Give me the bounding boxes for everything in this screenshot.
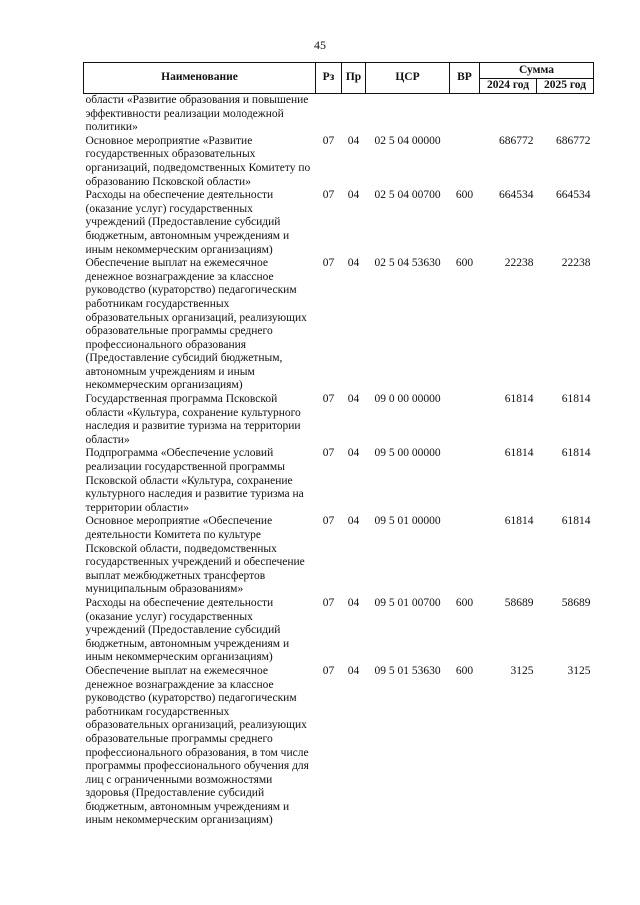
cell-sum-2024 (480, 94, 537, 135)
cell-pr: 04 (347, 393, 360, 406)
table-body (84, 94, 594, 829)
cell-sum-2024: 61814 (504, 515, 534, 528)
cell-csr: 02 5 04 53630 (374, 257, 441, 270)
cell-csr: 09 5 01 00700 (374, 596, 441, 609)
cell-name: Расходы на обеспечение деятельности (оказание услуг) государственных учреждений (Предоставление субсидий бюджетным, автономным учреждениям и иным некоммерческим организациям) (85, 596, 290, 664)
table-row (84, 515, 594, 597)
table-row (84, 447, 594, 515)
cell-sum-2025: 22238 (561, 257, 591, 270)
header-name: Наименование (84, 63, 316, 94)
cell-csr: 09 5 01 00000 (374, 515, 441, 528)
cell-csr: 02 5 04 00000 (374, 134, 441, 147)
header-sum: Сумма (480, 63, 594, 79)
cell-pr: 04 (347, 515, 360, 528)
cell-vr: 600 (455, 596, 474, 609)
table-row (84, 393, 594, 447)
cell-csr: 09 0 00 00000 (374, 393, 441, 406)
cell-vr (450, 135, 480, 189)
cell-rz: 07 (322, 596, 335, 609)
cell-pr: 04 (347, 664, 360, 677)
cell-name: области «Развитие образования и повышение эффективности реализации молодежной политики» (85, 94, 309, 134)
cell-sum-2025: 686772 (556, 134, 591, 147)
cell-vr: 600 (455, 664, 474, 677)
header-pr: Пр (342, 63, 366, 94)
header-year-2025: 2025 год (537, 79, 594, 94)
cell-sum-2024: 61814 (504, 447, 534, 460)
cell-sum-2024: 58689 (504, 596, 534, 609)
header-vr: ВР (450, 63, 480, 94)
cell-vr (450, 447, 480, 515)
cell-sum-2024: 686772 (499, 134, 534, 147)
cell-csr: 02 5 04 00700 (374, 189, 441, 202)
table-row (84, 257, 594, 393)
cell-sum-2024: 664534 (499, 189, 534, 202)
cell-rz: 07 (322, 664, 335, 677)
cell-pr: 04 (347, 447, 360, 460)
cell-name: Государственная программа Псковской области «Культура, сохранение культурного наследия и развитие туризма на территории области» (85, 393, 301, 446)
cell-vr: 600 (455, 189, 474, 202)
cell-csr: 09 5 00 00000 (374, 447, 441, 460)
cell-sum-2024: 3125 (510, 664, 534, 677)
cell-rz: 07 (322, 393, 335, 406)
cell-pr (342, 94, 366, 135)
cell-vr (450, 515, 480, 597)
cell-rz (316, 94, 342, 135)
cell-sum-2025: 664534 (556, 189, 591, 202)
cell-vr (450, 94, 480, 135)
cell-sum-2025: 61814 (561, 515, 591, 528)
cell-rz: 07 (322, 189, 335, 202)
cell-sum-2025 (537, 94, 594, 135)
cell-vr (450, 393, 480, 447)
budget-table (83, 62, 594, 828)
cell-sum-2025: 58689 (561, 596, 591, 609)
cell-pr: 04 (347, 257, 360, 270)
cell-name: Расходы на обеспечение деятельности (оказание услуг) государственных учреждений (Предоставление субсидий бюджетным, автономным учреждениям и иным некоммерческим организациям) (85, 189, 290, 256)
cell-name: Основное мероприятие «Развитие государственных образовательных организаций, подведомственных Комитету по образованию Псковской области» (85, 134, 311, 188)
table-row (84, 94, 594, 135)
cell-csr: 09 5 01 53630 (374, 664, 441, 677)
cell-name: Обеспечение выплат на ежемесячное денежное вознаграждение за классное руководство (кураторство) педагогическим работникам государственных образовательных организаций, реализующих образовательные программы среднего профессионального образования, в том числе программы профессионального обучения для лиц с ограниченными возможностями здоровья (Предоставление субсидий бюджетным, автономным учреждениям и иным некоммерческим организациям) (85, 664, 309, 827)
cell-rz: 07 (322, 134, 335, 147)
table-row (84, 597, 594, 665)
cell-rz: 07 (322, 447, 335, 460)
header-year-2024: 2024 год (480, 79, 537, 94)
cell-sum-2025: 61814 (561, 393, 591, 406)
cell-sum-2025: 61814 (561, 447, 591, 460)
cell-rz: 07 (322, 257, 335, 270)
cell-csr (366, 94, 450, 135)
cell-sum-2024: 22238 (504, 257, 534, 270)
cell-pr: 04 (347, 134, 360, 147)
table-row (84, 189, 594, 257)
header-rz: Рз (316, 63, 342, 94)
cell-vr: 600 (455, 257, 474, 270)
cell-sum-2024: 61814 (504, 393, 534, 406)
table-row (84, 135, 594, 189)
cell-name: Основное мероприятие «Обеспечение деятельности Комитета по культуре Псковской области, подведомственных государственных учреждений и обеспечение выплат межбюджетных трансфертов муниципальным образованиям» (85, 515, 305, 596)
cell-sum-2025: 3125 (567, 664, 591, 677)
header-csr: ЦСР (366, 63, 450, 94)
cell-pr: 04 (347, 596, 360, 609)
cell-rz: 07 (322, 515, 335, 528)
page-number: 45 (314, 38, 326, 52)
cell-name: Подпрограмма «Обеспечение условий реализации государственной программы Псковской области «Культура, сохранение культурного наследия и развитие туризма на территории области» (85, 447, 304, 514)
table-row (84, 665, 594, 828)
table-header (84, 63, 594, 94)
cell-pr: 04 (347, 189, 360, 202)
cell-name: Обеспечение выплат на ежемесячное денежное вознаграждение за классное руководство (кураторство) педагогическим работникам государственных образовательных организаций, реализующих образовательные программы среднего профессионального образования (Предоставление субсидий бюджетным, автономным учреждениям и иным некоммерческим организациям) (85, 257, 307, 392)
